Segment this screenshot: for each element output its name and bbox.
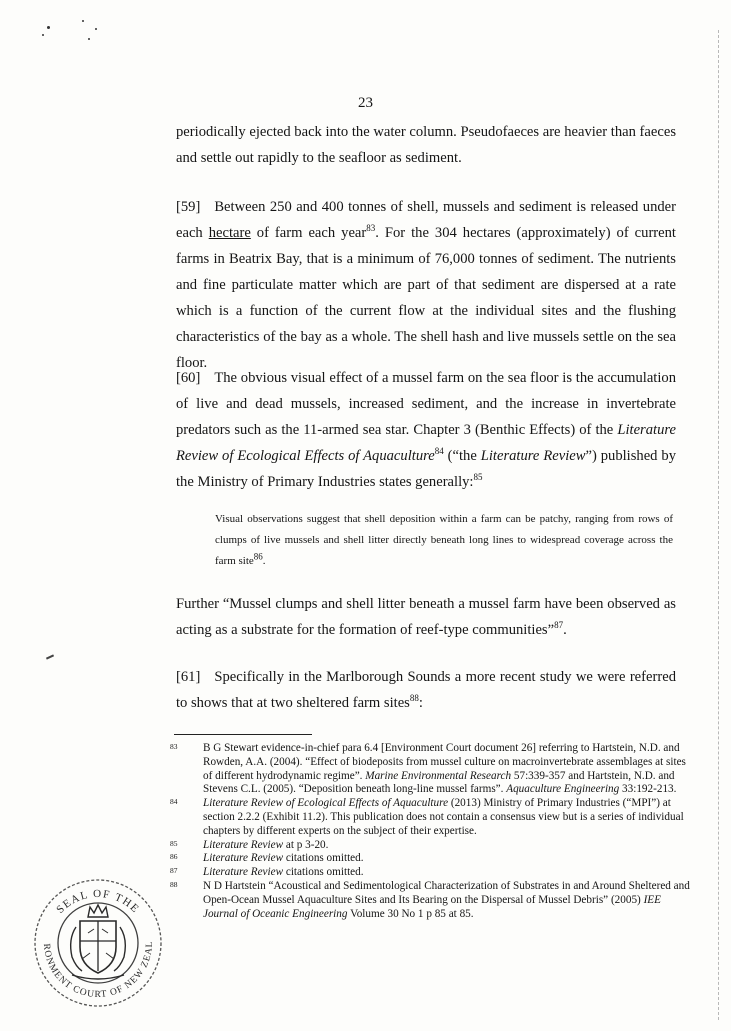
footnote-87	[170, 866, 690, 880]
publication-title: Literature Review of Ecological Effects of Aquaculture	[176, 422, 676, 464]
paragraph-59	[176, 194, 676, 376]
footnote-88	[170, 880, 690, 921]
footnote-ref[interactable]: 85	[473, 472, 483, 483]
footnote-number: 85	[170, 838, 178, 848]
footnote-text: B G Stewart evidence-in-chief para 6.4 [Environment Court document 26] referring to Hartstein, N.D. and Rowden, A.A. (2004). “Effect of biodeposits from mussel culture on macroinvertebrate assemblages at sites of different hydrodynamic regime”.	[203, 742, 686, 782]
margin-mark	[46, 654, 54, 659]
footnote-ref[interactable]: 88	[409, 693, 419, 704]
quote-text: .	[262, 555, 266, 567]
journal-title: Marine Environmental Research	[365, 769, 512, 782]
paragraph-number: [61]	[176, 669, 201, 685]
court-seal-graphic	[32, 877, 164, 1009]
paragraph-text: of farm each year	[250, 225, 367, 241]
journal-title: Aquaculture Engineering	[506, 783, 620, 796]
quote-text: Visual observations suggest that shell deposition within a farm can be patchy, ranging from rows of clumps of live mussels and shell litter directly beneath long lines to widespread coverage across the farm site	[215, 513, 673, 567]
footnote-text: N D Hartstein “Acoustical and Sedimentological Characterization of Substrates in and Around Sheltered and Open-Ocean Mussel Aquaculture Sites and Its Bearing on the Dispersal of Mussel Debris” (2005)	[203, 879, 690, 906]
block-quote	[215, 509, 673, 572]
footnote-text: 57:339-357 and Hartstein, N.D. and Stevens C.L. (2005). “Deposition beneath long-line mussel farms”.	[203, 769, 675, 796]
scan-edge-line	[717, 30, 719, 1020]
paragraph-continuation	[176, 119, 676, 171]
paragraph-text: ”) published by the Ministry of Primary Industries states generally:	[176, 448, 676, 490]
footnote-text: citations omitted.	[283, 852, 364, 865]
underlined-term: hectare	[208, 225, 251, 241]
footnote-84	[170, 797, 690, 838]
footnote-text: at p 3-20.	[283, 838, 329, 851]
footnote-separator	[174, 734, 312, 735]
footnote-ref[interactable]: 86	[253, 551, 263, 562]
footnote-number: 84	[170, 797, 178, 807]
scan-speck	[95, 28, 97, 30]
scan-speck	[88, 38, 90, 40]
paragraph-text: The obvious visual effect of a mussel farm on the sea floor is the accumulation of live and dead mussels, increased sediment, and the increase in invertebrate predators such as the 11-armed sea star. Chapter 3 (Benthic Effects) of the	[176, 370, 676, 438]
footnote-number: 88	[170, 879, 178, 889]
footnote-86	[170, 852, 690, 866]
scan-speck	[42, 34, 44, 36]
footnote-text: Volume 30 No 1 p 85 at 85.	[347, 907, 474, 920]
publication-title: Literature Review	[203, 838, 284, 851]
paragraph-text: Between 250 and 400 tonnes of shell, mussels and sediment is released under each	[176, 199, 676, 241]
footnote-number: 83	[170, 742, 178, 751]
publication-title: Literature Review	[203, 852, 284, 865]
publication-short-title: Literature Review	[480, 448, 586, 464]
paragraph-text: :	[418, 695, 423, 711]
footnotes	[170, 742, 690, 921]
paragraph-text: Further “Mussel clumps and shell litter beneath a mussel farm have been observed as acting as a substrate for the formation of reef-type communities”	[176, 596, 676, 638]
publication-title: Literature Review of Ecological Effects of Aquaculture	[203, 797, 449, 810]
footnote-83	[170, 742, 690, 797]
publication-title: Literature Review	[203, 866, 284, 879]
paragraph-number: [59]	[176, 199, 201, 215]
scan-speck	[47, 26, 50, 29]
scan-speck	[82, 20, 84, 22]
seal-bottom-text: RONMENT COURT OF NEW ZEAL	[40, 940, 156, 1001]
footnote-85	[170, 839, 690, 853]
paragraph-61	[176, 664, 676, 716]
paragraph-text: .	[563, 622, 567, 638]
paragraph-number: [60]	[176, 370, 201, 386]
paragraph-text: periodically ejected back into the water column. Pseudofaeces are heavier than faeces and settle out rapidly to the seafloor as sediment.	[176, 124, 676, 166]
paragraph-text: (“the	[443, 448, 481, 464]
footnote-ref[interactable]: 87	[554, 620, 564, 631]
paragraph-60	[176, 365, 676, 495]
footnote-ref[interactable]: 84	[434, 446, 444, 457]
footnote-text: 33:192-213.	[619, 783, 677, 796]
footnote-text: (2013) Ministry of Primary Industries (“MPI”) at section 2.2.2 (Exhibit 11.2). This publication does not contain a consensus view but is a series of individual chapters by different experts on the subject of their expertise.	[203, 797, 684, 837]
paragraph-text: Specifically in the Marlborough Sounds a more recent study we were referred to shows that at two sheltered farm sites	[176, 669, 676, 711]
footnote-text: citations omitted.	[283, 866, 364, 879]
page-number: 23	[358, 95, 373, 111]
footnote-number: 86	[170, 852, 178, 862]
seal-top-text: SEAL OF THE	[54, 887, 142, 916]
paragraph-text: . For the 304 hectares (approximately) of current farms in Beatrix Bay, that is a minimum of 76,000 tonnes of sediment. The nutrients and fine particulate matter which are part of that sediment are dispersed at a rate which is a function of the current flow at the individual sites and the flushing characteristics of the bay as a whole. The shell hash and live mussels settle on the sea floor.	[176, 225, 676, 371]
paragraph-further	[176, 591, 676, 643]
journal-title: IEE Journal of Oceanic Engineering	[203, 893, 661, 920]
footnote-ref[interactable]: 83	[366, 223, 376, 234]
court-seal	[32, 877, 164, 1009]
footnote-number: 87	[170, 866, 178, 876]
